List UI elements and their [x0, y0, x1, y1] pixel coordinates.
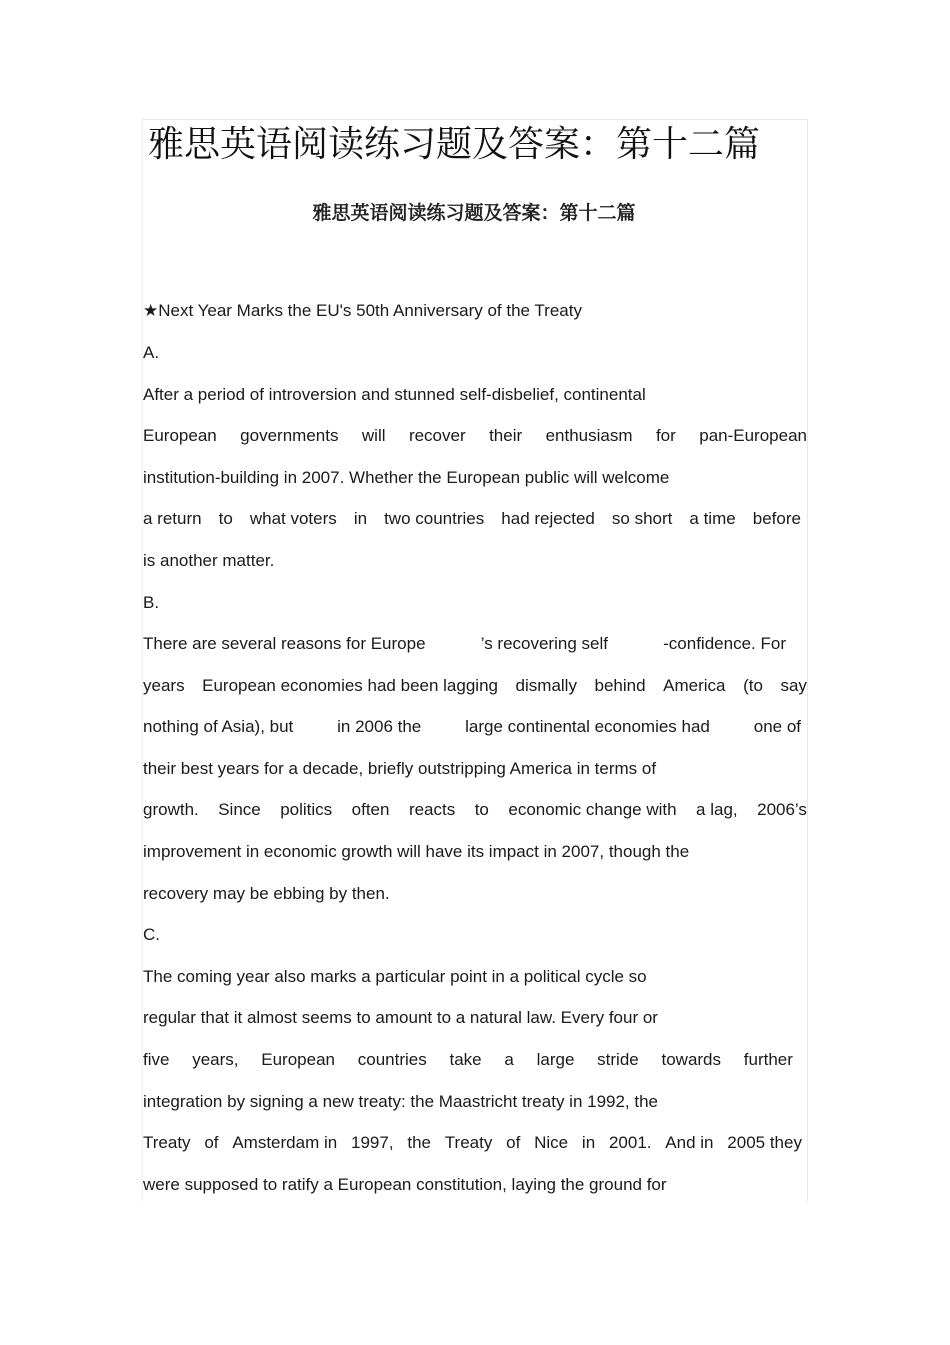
- word: European economies had been lagging: [202, 676, 498, 695]
- section-label-a: A.: [143, 343, 160, 362]
- word: Treaty: [143, 1133, 191, 1152]
- word: behind: [594, 676, 646, 695]
- body-line: [143, 1128, 802, 1158]
- word: in: [353, 509, 368, 528]
- word: Treaty: [444, 1133, 493, 1152]
- body-line: recovery may be ebbing by then.: [143, 884, 390, 903]
- word: And in: [665, 1133, 714, 1152]
- word: to: [474, 800, 489, 819]
- body-line: were supposed to ratify a European constitution, laying the ground for: [143, 1175, 667, 1194]
- word: ’s recovering self: [480, 634, 608, 653]
- word: nothing of Asia), but: [143, 717, 294, 736]
- word: pan-European: [699, 426, 807, 445]
- page-subtitle: 雅思英语阅读练习题及答案：第十二篇: [312, 202, 636, 224]
- word: 2006’s: [757, 800, 807, 819]
- word: take: [449, 1050, 482, 1069]
- body-line: [143, 629, 786, 659]
- word: recover: [408, 426, 466, 445]
- word: 2001.: [608, 1133, 652, 1152]
- word: European: [143, 426, 217, 445]
- word: politics: [280, 800, 333, 819]
- word: growth.: [143, 800, 199, 819]
- word: stride: [597, 1050, 639, 1069]
- word: governments: [240, 426, 339, 445]
- word: of: [506, 1133, 521, 1152]
- body-line: [143, 504, 801, 534]
- word: one of: [753, 717, 801, 736]
- word: of: [204, 1133, 219, 1152]
- word: in 2006 the: [337, 717, 422, 736]
- body-line: [143, 671, 807, 701]
- word: a time: [689, 509, 736, 528]
- word: a: [504, 1050, 514, 1069]
- word: will: [361, 426, 386, 445]
- word: towards: [661, 1050, 722, 1069]
- article-heading: ★Next Year Marks the EU's 50th Anniversary of the Treaty: [143, 301, 582, 320]
- body-line: [143, 1045, 793, 1075]
- body-line: [143, 795, 807, 825]
- word: two countries: [384, 509, 485, 528]
- word: a lag,: [696, 800, 738, 819]
- word: the: [407, 1133, 431, 1152]
- word: (to: [743, 676, 763, 695]
- word: so short: [611, 509, 673, 528]
- word: countries: [357, 1050, 427, 1069]
- word: -confidence. For: [663, 634, 786, 653]
- word: 2005 they: [727, 1133, 802, 1152]
- word: for: [655, 426, 676, 445]
- body-line: their best years for a decade, briefly outstripping America in terms of: [143, 759, 657, 778]
- word: Nice: [534, 1133, 569, 1152]
- word: large continental economies had: [465, 717, 710, 736]
- word: had rejected: [501, 509, 595, 528]
- body-line: regular that it almost seems to amount to a natural law. Every four or: [143, 1008, 658, 1027]
- word: European: [261, 1050, 335, 1069]
- word: economic change with: [508, 800, 677, 819]
- word: further: [743, 1050, 793, 1069]
- word: 1997,: [351, 1133, 394, 1152]
- word: Since: [218, 800, 261, 819]
- word: what voters: [249, 509, 337, 528]
- word: enthusiasm: [545, 426, 633, 445]
- word: a return: [143, 509, 202, 528]
- word: often: [351, 800, 390, 819]
- word: in: [581, 1133, 596, 1152]
- word: their: [489, 426, 523, 445]
- word: Amsterdam in: [232, 1133, 338, 1152]
- word: years,: [192, 1050, 239, 1069]
- section-label-c: C.: [143, 925, 160, 944]
- body-line: is another matter.: [143, 551, 275, 570]
- body-line: [143, 421, 807, 451]
- page-title: 雅思英语阅读练习题及答案：第十二篇: [148, 124, 761, 165]
- word: years: [143, 676, 185, 695]
- body-line: After a period of introversion and stunned self-disbelief, continental: [143, 385, 646, 404]
- word: to: [218, 509, 233, 528]
- word: five: [143, 1050, 170, 1069]
- word: reacts: [408, 800, 456, 819]
- body-line: improvement in economic growth will have its impact in 2007, though the: [143, 842, 690, 861]
- body-line: integration by signing a new treaty: the Maastricht treaty in 1992, the: [143, 1092, 659, 1111]
- word: There are several reasons for Europe: [143, 634, 426, 653]
- body-line: institution-building in 2007. Whether the European public will welcome: [143, 468, 670, 487]
- word: before: [752, 509, 801, 528]
- section-label-b: B.: [143, 593, 160, 612]
- word: America: [663, 676, 726, 695]
- content-frame: [142, 119, 808, 1201]
- body-line: [143, 712, 801, 742]
- word: large: [536, 1050, 575, 1069]
- word: dismally: [515, 676, 577, 695]
- body-line: The coming year also marks a particular point in a political cycle so: [143, 967, 647, 986]
- word: say: [780, 676, 807, 695]
